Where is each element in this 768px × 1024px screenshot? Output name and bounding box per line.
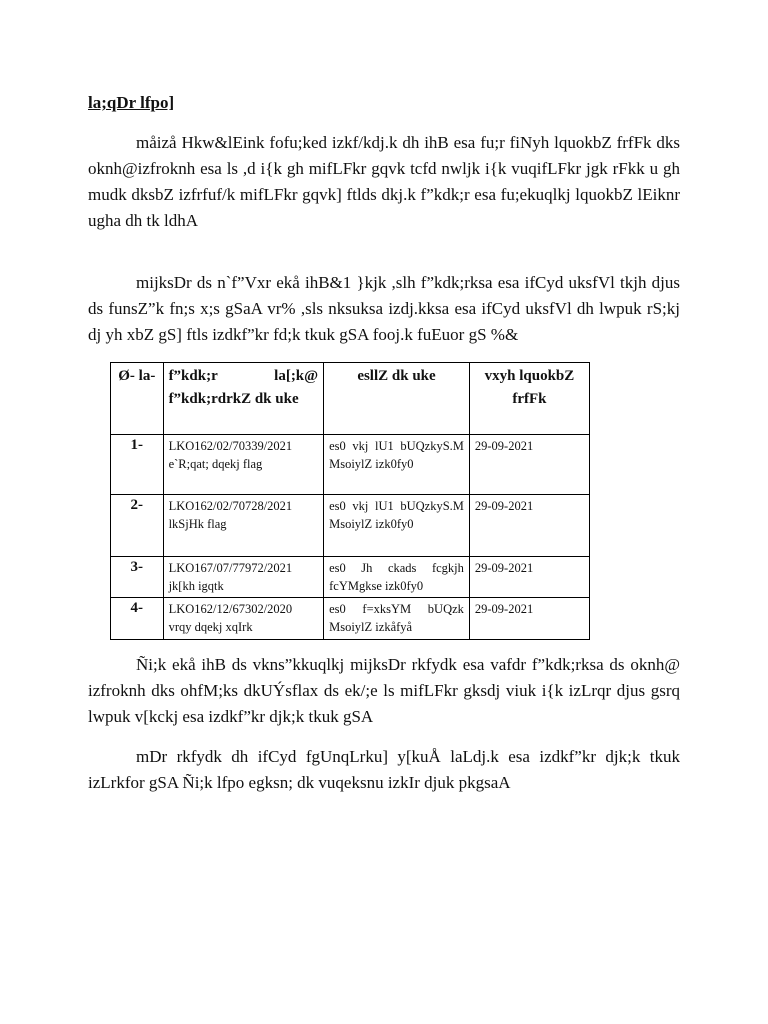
firm-name: es0 Jh ckads fcgkjh fcYMgkse izk0fy0 <box>324 557 470 598</box>
complaint-number: LKO162/02/70339/2021 <box>168 439 293 453</box>
firm-name: es0 vkj lU1 bUQzkyS.M MsoiylZ izk0fy0 <box>324 435 470 495</box>
next-hearing-date: 29-09-2021 <box>469 495 589 557</box>
complaint-cell <box>163 435 324 495</box>
firm-name: es0 f=xksYM bUQzk MsoiylZ izkåfyå <box>324 598 470 640</box>
complainant-name: vrqy dqekj xqIrk <box>168 620 253 634</box>
complainant-name: e`R;qat; dqekj flag <box>168 457 263 471</box>
paragraph-3: Ñi;k ekå ihB ds vkns”kkuqlkj mijksDr rkfydk esa vafdr f”kdk;rksa ds oknh@ izfroknh dks ohfM;ks dkUÝsflax ds ek/;e ls mifLFkr gksdj viuk i{k izLrqr djus gsrq lwpuk v[kckj esa izdkf”kr djk;k tkuk gSA <box>88 655 680 726</box>
complainant-name: jk[kh igqtk <box>168 579 224 593</box>
table-row <box>111 598 590 640</box>
header-next-date: vxyh lquokbZ frfFk <box>469 363 589 435</box>
complaint-cell <box>163 598 324 640</box>
complaints-table <box>110 362 590 640</box>
paragraph-4: mDr rkfydk dh ifCyd fgUnqLrku] y[kuÅ laLdj.k esa izdkf”kr djk;k tkuk izLrkfor gSA Ñi;k lfpo egksn; dk vuqeksnu izkIr djuk pkgsaA <box>88 747 680 792</box>
complaint-number: LKO162/02/70728/2021 <box>168 499 293 513</box>
complaint-cell <box>163 495 324 557</box>
firm-name: es0 vkj lU1 bUQzkyS.M MsoiylZ izk0fy0 <box>324 495 470 557</box>
header-serial: Ø- la- <box>111 363 164 435</box>
paragraph-1: måizå Hkw&lEink fofu;ked izkf/kdj.k dh ihB esa fu;r fiNyh lquokbZ frfFk dks oknh@izfroknh esa ls ,d i{k gh mifLFkr gqvk tcfd nwljk i{k vuqifLFkr jgk rFkk u gh mudk dksbZ izfrfuf/k mifLFkr gqvk] ftlds dkj.k f”kdk;r esa fu;ekuqlkj lquokbZ lEiknr ugha dh tk ldhA <box>88 133 680 230</box>
table-row <box>111 435 590 495</box>
header-complaint: f”kdk;r la[;k@ f”kdk;rdrkZ dk uke <box>163 363 324 435</box>
row-number: 3- <box>111 557 164 598</box>
page-heading: la;qDr lfpo] <box>88 93 175 112</box>
table-row <box>111 495 590 557</box>
table-row <box>111 557 590 598</box>
row-number: 4- <box>111 598 164 640</box>
row-number: 2- <box>111 495 164 557</box>
next-hearing-date: 29-09-2021 <box>469 435 589 495</box>
paragraph-2: mijksDr ds n`f”Vxr ekå ihB&1 }kjk ,slh f”kdk;rksa esa ifCyd uksfVl tkjh djus ds funsZ”k fn;s x;s gSaA vr% ,sls nksuksa izdj.kksa esa ifCyd uksfVl dh lwpuk rS;kj dj yh xbZ gS] ftls izdkf”kr fd;k tkuk gSA fooj.k fuEuor gS %& <box>88 273 680 344</box>
next-hearing-date: 29-09-2021 <box>469 598 589 640</box>
row-number: 1- <box>111 435 164 495</box>
table-header-row <box>111 363 590 435</box>
complaint-number: LKO162/12/67302/2020 <box>168 602 293 616</box>
next-hearing-date: 29-09-2021 <box>469 557 589 598</box>
complaint-cell <box>163 557 324 598</box>
complaint-number: LKO167/07/77972/2021 <box>168 561 293 575</box>
complainant-name: lkSjHk flag <box>168 517 227 531</box>
header-firm: esllZ dk uke <box>324 363 470 435</box>
